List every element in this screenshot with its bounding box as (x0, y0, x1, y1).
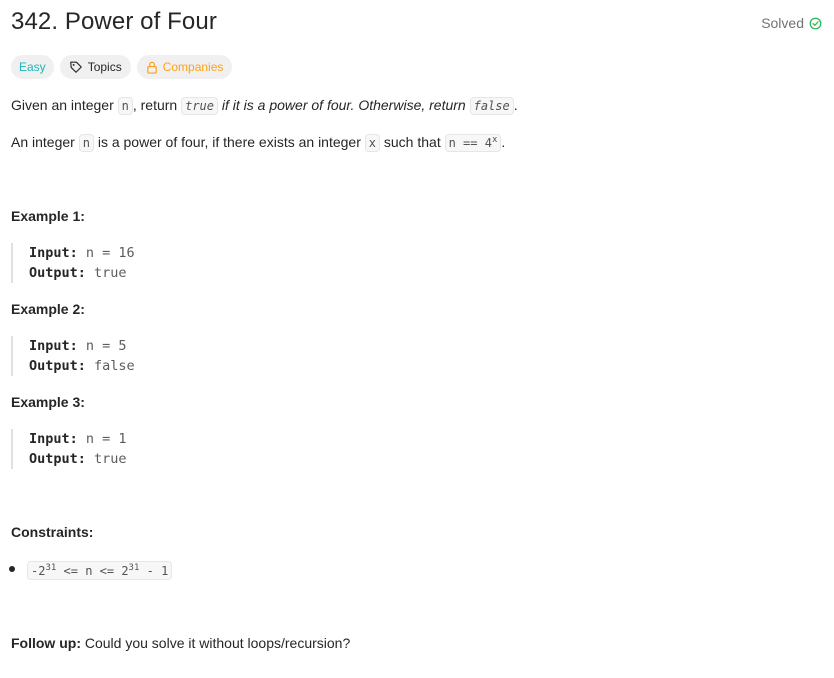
label: Input: (29, 431, 78, 447)
inline-code: true (181, 97, 218, 115)
text: n == 4 (448, 136, 492, 150)
page-title: 342. Power of Four (11, 8, 217, 35)
label: Output: (29, 451, 86, 467)
topics-button[interactable] (60, 55, 131, 79)
example-input (29, 336, 311, 356)
inline-code: false (470, 97, 514, 115)
difficulty-label: Easy (19, 60, 46, 74)
text: such that (380, 134, 445, 150)
value: n = 5 (85, 338, 127, 354)
example-output (29, 263, 311, 283)
example-title: Example 1: (11, 208, 85, 224)
text: Given an integer (11, 97, 118, 113)
text: - 1 (139, 564, 169, 578)
value: n = 16 (85, 245, 135, 261)
follow-up-label: Follow up: (11, 635, 81, 651)
example-title: Example 3: (11, 394, 85, 410)
label: Output: (29, 358, 86, 374)
example-input (29, 429, 311, 449)
value: n = 1 (85, 431, 127, 447)
label: Input: (29, 338, 78, 354)
tag-row (11, 55, 232, 79)
example-output (29, 449, 311, 469)
text: <= n <= 2 (56, 564, 129, 578)
example-title: Example 2: (11, 301, 85, 317)
constraints-title: Constraints: (11, 524, 94, 540)
text: -2 (31, 564, 46, 578)
example-output (29, 356, 311, 376)
constraint-item (27, 561, 172, 580)
text: if it is a power of four. Otherwise, return (218, 97, 470, 113)
text: . (513, 97, 518, 113)
superscript: 31 (45, 563, 57, 573)
list-bullet (9, 566, 15, 572)
description-paragraph-2 (11, 134, 505, 150)
inline-code: n (79, 134, 94, 152)
solved-status (761, 15, 822, 31)
solved-label: Solved (761, 15, 804, 31)
description-paragraph-1 (11, 97, 518, 113)
example-block (11, 336, 311, 376)
difficulty-badge (11, 55, 54, 79)
inline-code: n (118, 97, 133, 115)
text: , return (132, 97, 182, 113)
example-input (29, 243, 311, 263)
label: Input: (29, 245, 78, 261)
value: true (94, 265, 127, 281)
inline-code (445, 134, 502, 152)
text: An integer (11, 134, 79, 150)
superscript: 31 (128, 563, 140, 573)
companies-button[interactable] (137, 55, 233, 79)
example-block (11, 243, 311, 283)
follow-up-text: Could you solve it without loops/recursion? (80, 635, 351, 651)
label: Output: (29, 265, 86, 281)
text: is a power of four, if there exists an integer (93, 134, 365, 150)
topics-label: Topics (87, 60, 122, 74)
check-circle-icon (809, 17, 822, 30)
value: true (94, 451, 127, 467)
inline-code: x (365, 134, 380, 152)
text: . (501, 134, 506, 150)
value: false (94, 358, 135, 374)
example-block (11, 429, 311, 469)
companies-label: Companies (162, 60, 224, 74)
lock-icon (146, 61, 158, 74)
superscript: x (491, 135, 498, 145)
follow-up (11, 635, 350, 651)
tag-icon (69, 60, 83, 74)
